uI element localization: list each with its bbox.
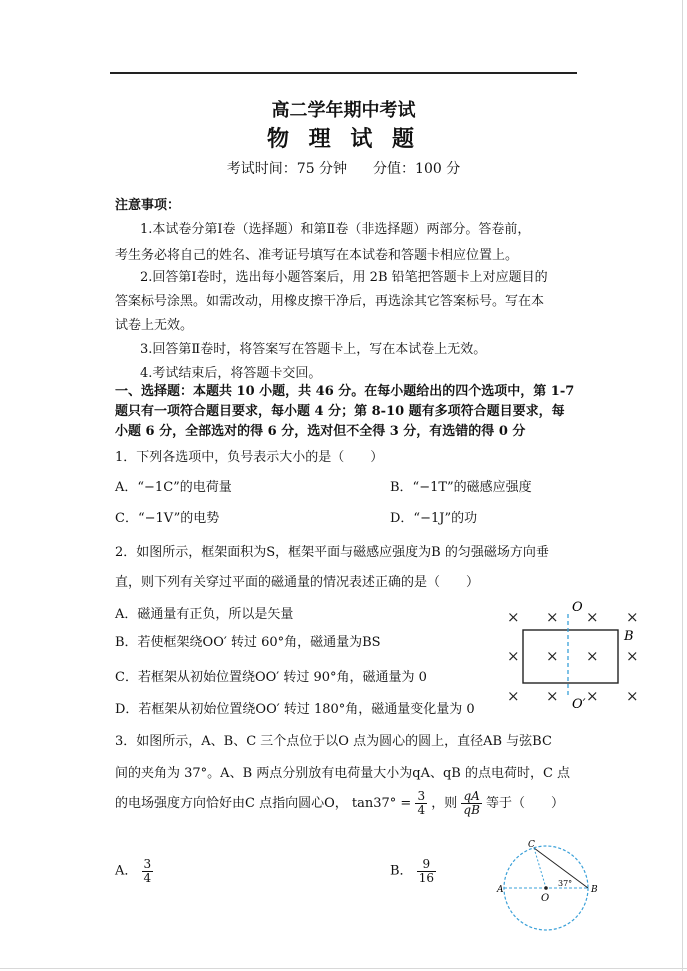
notice-heading: 注意事项： bbox=[115, 198, 181, 213]
notice-item-2-line-2: 答案标号涂黑。如需改动，用橡皮擦干净后，再选涂其它答案标号。写在本 bbox=[115, 294, 545, 309]
q2-stem-line-1: 2．如图所示，框架面积为S，框架平面与磁感应强度为B 的匀强磁场方向垂 bbox=[115, 545, 549, 560]
field-cross: × bbox=[507, 647, 520, 665]
q1-option-c: C．“−1V”的电势 bbox=[115, 511, 220, 526]
q2-frame-figure bbox=[498, 598, 648, 710]
q3-option-b-label: B． bbox=[390, 863, 413, 879]
q3-option-a-numerator: 3 bbox=[143, 857, 152, 871]
q3-option-a-fraction bbox=[142, 858, 154, 884]
notice-item-4: 4.考试结束后，将答题卡交回。 bbox=[140, 366, 322, 381]
point-label-o: O bbox=[541, 893, 550, 904]
field-cross: × bbox=[546, 687, 559, 705]
q2-stem-line-2: 直，则下列有关穿过平面的磁通量的情况表述正确的是（ ） bbox=[115, 575, 480, 590]
charge-ratio-numerator: qA bbox=[461, 790, 482, 804]
q2-option-a: A．磁通量有正负，所以是矢量 bbox=[115, 607, 294, 622]
q3-stem-line-1: 3．如图所示，A、B、C 三个点位于以O 点为圆心的圆上，直径AB 与弦BC bbox=[115, 734, 552, 749]
notice-item-3: 3.回答第Ⅱ卷时，将答案写在答题卡上，写在本试卷上无效。 bbox=[140, 342, 487, 357]
field-cross: × bbox=[546, 608, 559, 626]
q3-option-a bbox=[115, 858, 153, 884]
q2-option-c: C．若框架从初始位置绕OO′ 转过 90°角，磁通量为 0 bbox=[115, 670, 427, 685]
charge-ratio-denominator: qB bbox=[463, 803, 480, 817]
field-cross: × bbox=[626, 608, 639, 626]
angle-label: 37° bbox=[558, 879, 573, 888]
field-label-b: B bbox=[624, 629, 634, 644]
q1-option-b: B．“−1T”的磁感应强度 bbox=[390, 480, 532, 495]
point-label-c: C bbox=[528, 840, 535, 850]
exam-title: 高二学年期中考试 bbox=[271, 100, 416, 121]
q3-stem-line-3-text: 的电场强度方向恰好由C 点指向圆心O， bbox=[115, 796, 348, 811]
notice-item-1-line-1: 1.本试卷分第Ⅰ卷（选择题）和第Ⅱ卷（非选择题）两部分。答卷前， bbox=[140, 222, 531, 237]
q3-then: ，则 bbox=[431, 796, 458, 811]
q1-option-d: D．“−1J”的功 bbox=[390, 511, 478, 526]
q2-option-b: B．若使框架绕OO′ 转过 60°角，磁通量为BS bbox=[115, 635, 381, 650]
exam-time: 考试时间：75 分钟 bbox=[226, 161, 348, 177]
notice-item-2-line-1: 2.回答第Ⅰ卷时，选出每小题答案后，用 2B 铅笔把答题卡上对应题目的 bbox=[140, 270, 548, 285]
notice-item-1-line-2: 考生务必将自己的姓名、准考证号填写在本试卷和答题卡相应位置上。 bbox=[115, 248, 519, 263]
point-label-a: A bbox=[497, 885, 504, 895]
q3-option-b bbox=[390, 858, 436, 884]
q3-option-b-numerator: 9 bbox=[417, 858, 436, 872]
field-cross: × bbox=[586, 647, 599, 665]
field-cross: × bbox=[626, 687, 639, 705]
frame-rectangle bbox=[523, 630, 618, 683]
q3-option-a-denominator: 4 bbox=[143, 870, 152, 885]
field-cross: × bbox=[507, 608, 520, 626]
field-cross: × bbox=[626, 647, 639, 665]
subject-title: 物 理 试 题 bbox=[267, 126, 420, 152]
section-1-line-1: 一、选择题：本题共 10 小题，共 46 分。在每小题给出的四个选项中，第 1-7 bbox=[115, 384, 575, 399]
exam-meta bbox=[0, 158, 687, 178]
page-bottom-edge bbox=[0, 968, 687, 969]
notice-item-2-line-3: 试卷上无效。 bbox=[115, 318, 194, 333]
q1-stem: 1．下列各选项中，负号表示大小的是（ ） bbox=[115, 450, 384, 465]
charge-ratio-fraction bbox=[461, 790, 482, 816]
field-cross: × bbox=[586, 687, 599, 705]
field-cross: × bbox=[507, 687, 520, 705]
q3-option-b-fraction bbox=[417, 858, 436, 884]
header-rule bbox=[110, 72, 577, 74]
field-cross: × bbox=[586, 608, 599, 626]
radius-oc bbox=[534, 848, 546, 888]
q3-option-a-label: A． bbox=[115, 863, 138, 879]
center-point bbox=[544, 886, 548, 890]
q3-option-b-denominator: 16 bbox=[418, 870, 434, 885]
q2-option-d: D．若框架从初始位置绕OO′ 转过 180°角，磁通量变化量为 0 bbox=[115, 702, 475, 717]
q3-stem-line-2: 间的夹角为 37°。A、B 两点分别放有电荷量大小为qA、qB 的点电荷时，C 点 bbox=[115, 766, 571, 781]
tan-fraction-denominator: 4 bbox=[417, 803, 426, 817]
section-1-line-2: 题只有一项符合题目要求，每小题 4 分；第 8-10 题有多项符合题目要求，每 bbox=[115, 404, 565, 419]
axis-label-o-top: O bbox=[572, 600, 583, 615]
q3-stem-line-3 bbox=[115, 790, 564, 818]
axis-label-o-bottom: O′ bbox=[572, 697, 586, 710]
point-label-b: B bbox=[591, 885, 598, 895]
field-cross: × bbox=[546, 647, 559, 665]
q1-option-a: A．“−1C”的电荷量 bbox=[115, 480, 232, 495]
q3-stem-end: 等于（ ） bbox=[486, 796, 565, 811]
exam-score: 分值：100 分 bbox=[373, 161, 461, 177]
section-1-line-3: 小题 6 分，全部选对的得 6 分，选对但不全得 3 分，有选错的得 0 分 bbox=[115, 424, 526, 439]
tan-fraction-numerator: 3 bbox=[417, 789, 426, 804]
q3-circle-figure bbox=[492, 838, 604, 934]
tan-expression: tan37° = bbox=[351, 796, 412, 811]
tan-fraction bbox=[415, 790, 427, 816]
